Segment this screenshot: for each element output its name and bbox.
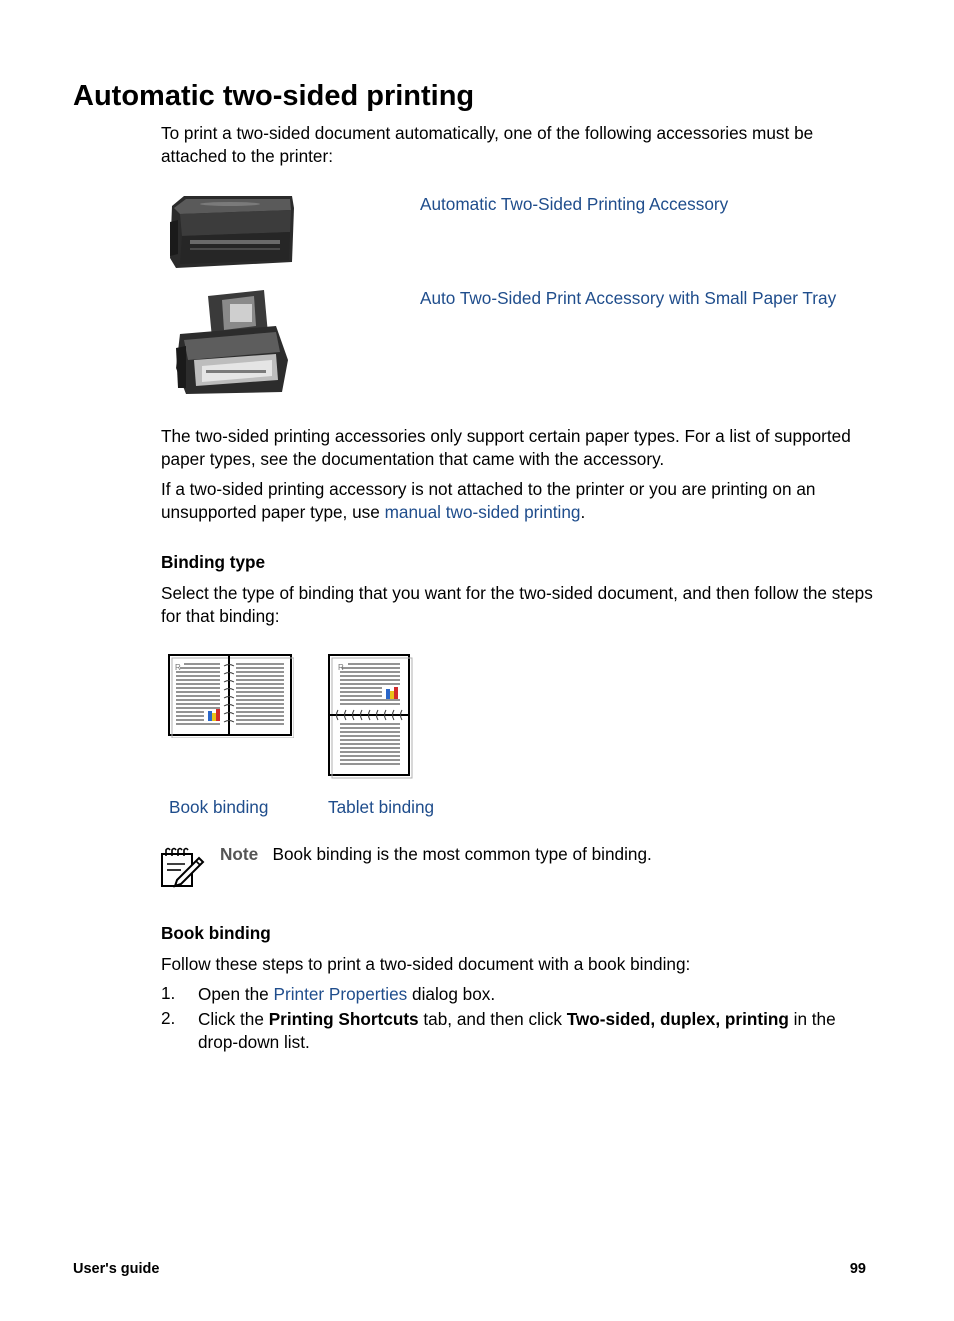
support-paragraph: The two-sided printing accessories only support certain paper types. For a list of supported paper types, see the documentation that came with the accessory. [161, 426, 851, 469]
tablet-binding-image[interactable] [328, 654, 414, 780]
book-binding-paragraph: Follow these steps to print a two-sided document with a book binding: [161, 954, 691, 974]
manual-two-sided-link[interactable]: manual two-sided printing [384, 501, 581, 522]
page-title: Automatic two-sided printing [73, 80, 475, 112]
manual-paragraph [161, 478, 876, 523]
note-label: Note [220, 844, 259, 864]
step-1-number: 1. [161, 983, 176, 1003]
book-binding-image[interactable] [168, 654, 294, 738]
step-2 [198, 1008, 878, 1053]
binding-type-heading: Binding type [161, 552, 266, 572]
note-text: Book binding is the most common type of binding. [272, 844, 652, 864]
step-1-text-end: dialog box. [407, 984, 496, 1004]
manual-paragraph-text: If a two-sided printing accessory is not attached to the printer or you are printing on an unsupported paper type, use [161, 479, 816, 522]
duplexer-image [166, 192, 298, 272]
intro-paragraph: To print a two-sided document automatically, one of the following accessories must be attached to the printer: [161, 123, 814, 166]
step-2-text-end: in the drop-down list. [198, 1009, 836, 1052]
accessory-link-duplexer[interactable]: Automatic Two-Sided Printing Accessory [420, 194, 729, 214]
note-icon [159, 846, 205, 890]
step-2-text: Click the [198, 1009, 269, 1029]
book-binding-heading: Book binding [161, 923, 271, 943]
printing-shortcuts-label: Printing Shortcuts [268, 1009, 419, 1029]
book-binding-link[interactable]: Book binding [169, 797, 269, 817]
printer-properties-link[interactable]: Printer Properties [273, 984, 408, 1004]
manual-paragraph-end: . [580, 501, 586, 522]
footer-guide-title: User's guide [73, 1261, 160, 1277]
step-1-text: Open the [198, 984, 274, 1004]
step-1 [198, 983, 878, 1006]
tablet-binding-link[interactable]: Tablet binding [328, 797, 435, 817]
svg-text:R: R [175, 663, 181, 672]
two-sided-option-label: Two-sided, duplex, printing [566, 1009, 789, 1029]
step-2-number: 2. [161, 1008, 176, 1028]
page-number: 99 [849, 1261, 866, 1277]
step-2-text-mid: tab, and then click [418, 1009, 567, 1029]
svg-text:R: R [338, 663, 344, 672]
note [220, 844, 652, 865]
duplexer-small-tray-image [172, 288, 292, 398]
accessory-link-duplexer-small-tray[interactable]: Auto Two-Sided Print Accessory with Small Paper Tray [420, 288, 837, 308]
binding-type-paragraph: Select the type of binding that you want for the two-sided document, and then follow the steps for that binding: [161, 583, 873, 626]
